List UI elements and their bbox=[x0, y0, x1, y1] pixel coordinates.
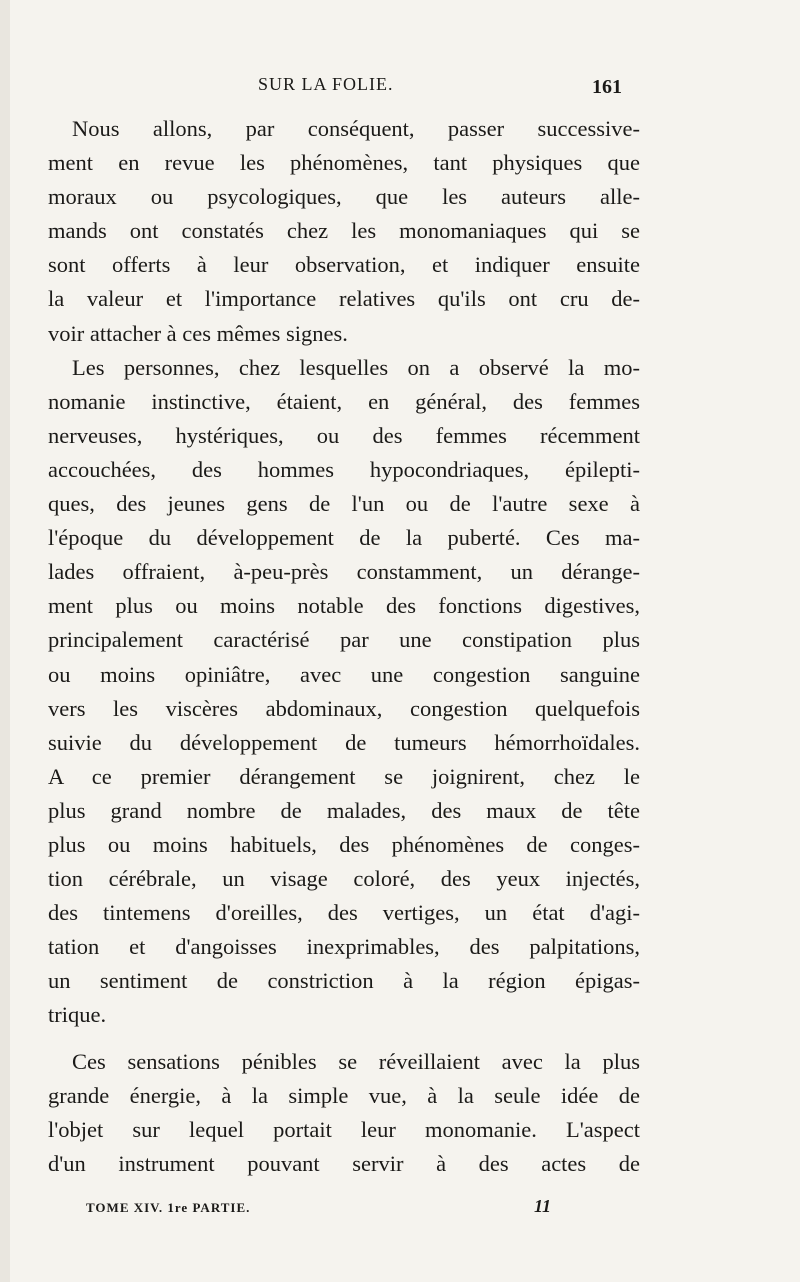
page-number: 161 bbox=[592, 76, 622, 98]
text-line: tion cérébrale, un visage coloré, des yeux injectés, bbox=[48, 866, 640, 892]
page-footer bbox=[86, 1196, 566, 1224]
text-line: trique. bbox=[48, 1002, 107, 1028]
text-line: lades offraient, à-peu-près constamment, un dérange- bbox=[48, 559, 640, 585]
text-line: ou moins opiniâtre, avec une congestion sanguine bbox=[48, 661, 640, 687]
paragraph-1 bbox=[48, 112, 640, 351]
signature-mark: 11 bbox=[534, 1196, 552, 1216]
text-line: ques, des jeunes gens de l'un ou de l'autre sexe à bbox=[48, 491, 640, 517]
text-line: nerveuses, hystériques, ou des femmes récemment bbox=[48, 422, 640, 448]
text-line: des tintemens d'oreilles, des vertiges, un état d'agi- bbox=[48, 900, 640, 926]
text-line: voir attacher à ces mêmes signes. bbox=[48, 320, 348, 346]
text-line: un sentiment de constriction à la région épigas- bbox=[48, 968, 640, 994]
text-line: Nous allons, par conséquent, passer successive- bbox=[72, 116, 640, 141]
running-title: SUR LA FOLIE. bbox=[258, 74, 394, 94]
volume-signature: TOME XIV. 1re PARTIE. bbox=[86, 1200, 251, 1215]
text-line: ment plus ou moins notable des fonctions digestives, bbox=[48, 593, 640, 619]
paragraph-3 bbox=[48, 1045, 640, 1181]
text-line: ment en revue les phénomènes, tant physiques que bbox=[48, 150, 640, 176]
page-edge bbox=[0, 0, 10, 1282]
text-line: accouchées, des hommes hypocondriaques, épilepti- bbox=[48, 456, 640, 482]
text-line: suivie du développement de tumeurs hémorrhoïdales. bbox=[48, 729, 640, 755]
text-line: sont offerts à leur observation, et indiquer ensuite bbox=[48, 252, 640, 278]
text-line: Ces sensations pénibles se réveillaient avec la plus bbox=[72, 1048, 640, 1074]
text-line: mands ont constatés chez les monomaniaques qui se bbox=[48, 218, 640, 244]
text-line: tation et d'angoisses inexprimables, des palpitations, bbox=[48, 934, 640, 960]
text-line: moraux ou psycologiques, que les auteurs alle- bbox=[48, 184, 640, 210]
text-line: l'époque du développement de la puberté. Ces ma- bbox=[48, 525, 640, 551]
text-line: plus grand nombre de malades, des maux de tête bbox=[48, 797, 640, 823]
paragraph-2 bbox=[48, 351, 640, 1033]
text-line: d'un instrument pouvant servir à des actes de bbox=[48, 1150, 640, 1176]
text-line: nomanie instinctive, étaient, en général, des femmes bbox=[48, 388, 640, 414]
text-line: Les personnes, chez lesquelles on a observé la mo- bbox=[72, 354, 640, 380]
text-line: A ce premier dérangement se joignirent, chez le bbox=[48, 763, 640, 789]
text-line: plus ou moins habituels, des phénomènes de conges- bbox=[48, 831, 640, 857]
page-header bbox=[258, 74, 658, 104]
text-line: grande énergie, à la simple vue, à la seule idée de bbox=[48, 1082, 640, 1108]
paragraph-gap bbox=[48, 1033, 640, 1045]
text-line: l'objet sur lequel portait leur monomanie. L'aspect bbox=[48, 1116, 640, 1142]
text-line: principalement caractérisé par une constipation plus bbox=[48, 627, 640, 653]
body-text bbox=[48, 112, 640, 1181]
text-line: la valeur et l'importance relatives qu'ils ont cru de- bbox=[48, 286, 640, 312]
text-line: vers les viscères abdominaux, congestion quelquefois bbox=[48, 695, 640, 721]
